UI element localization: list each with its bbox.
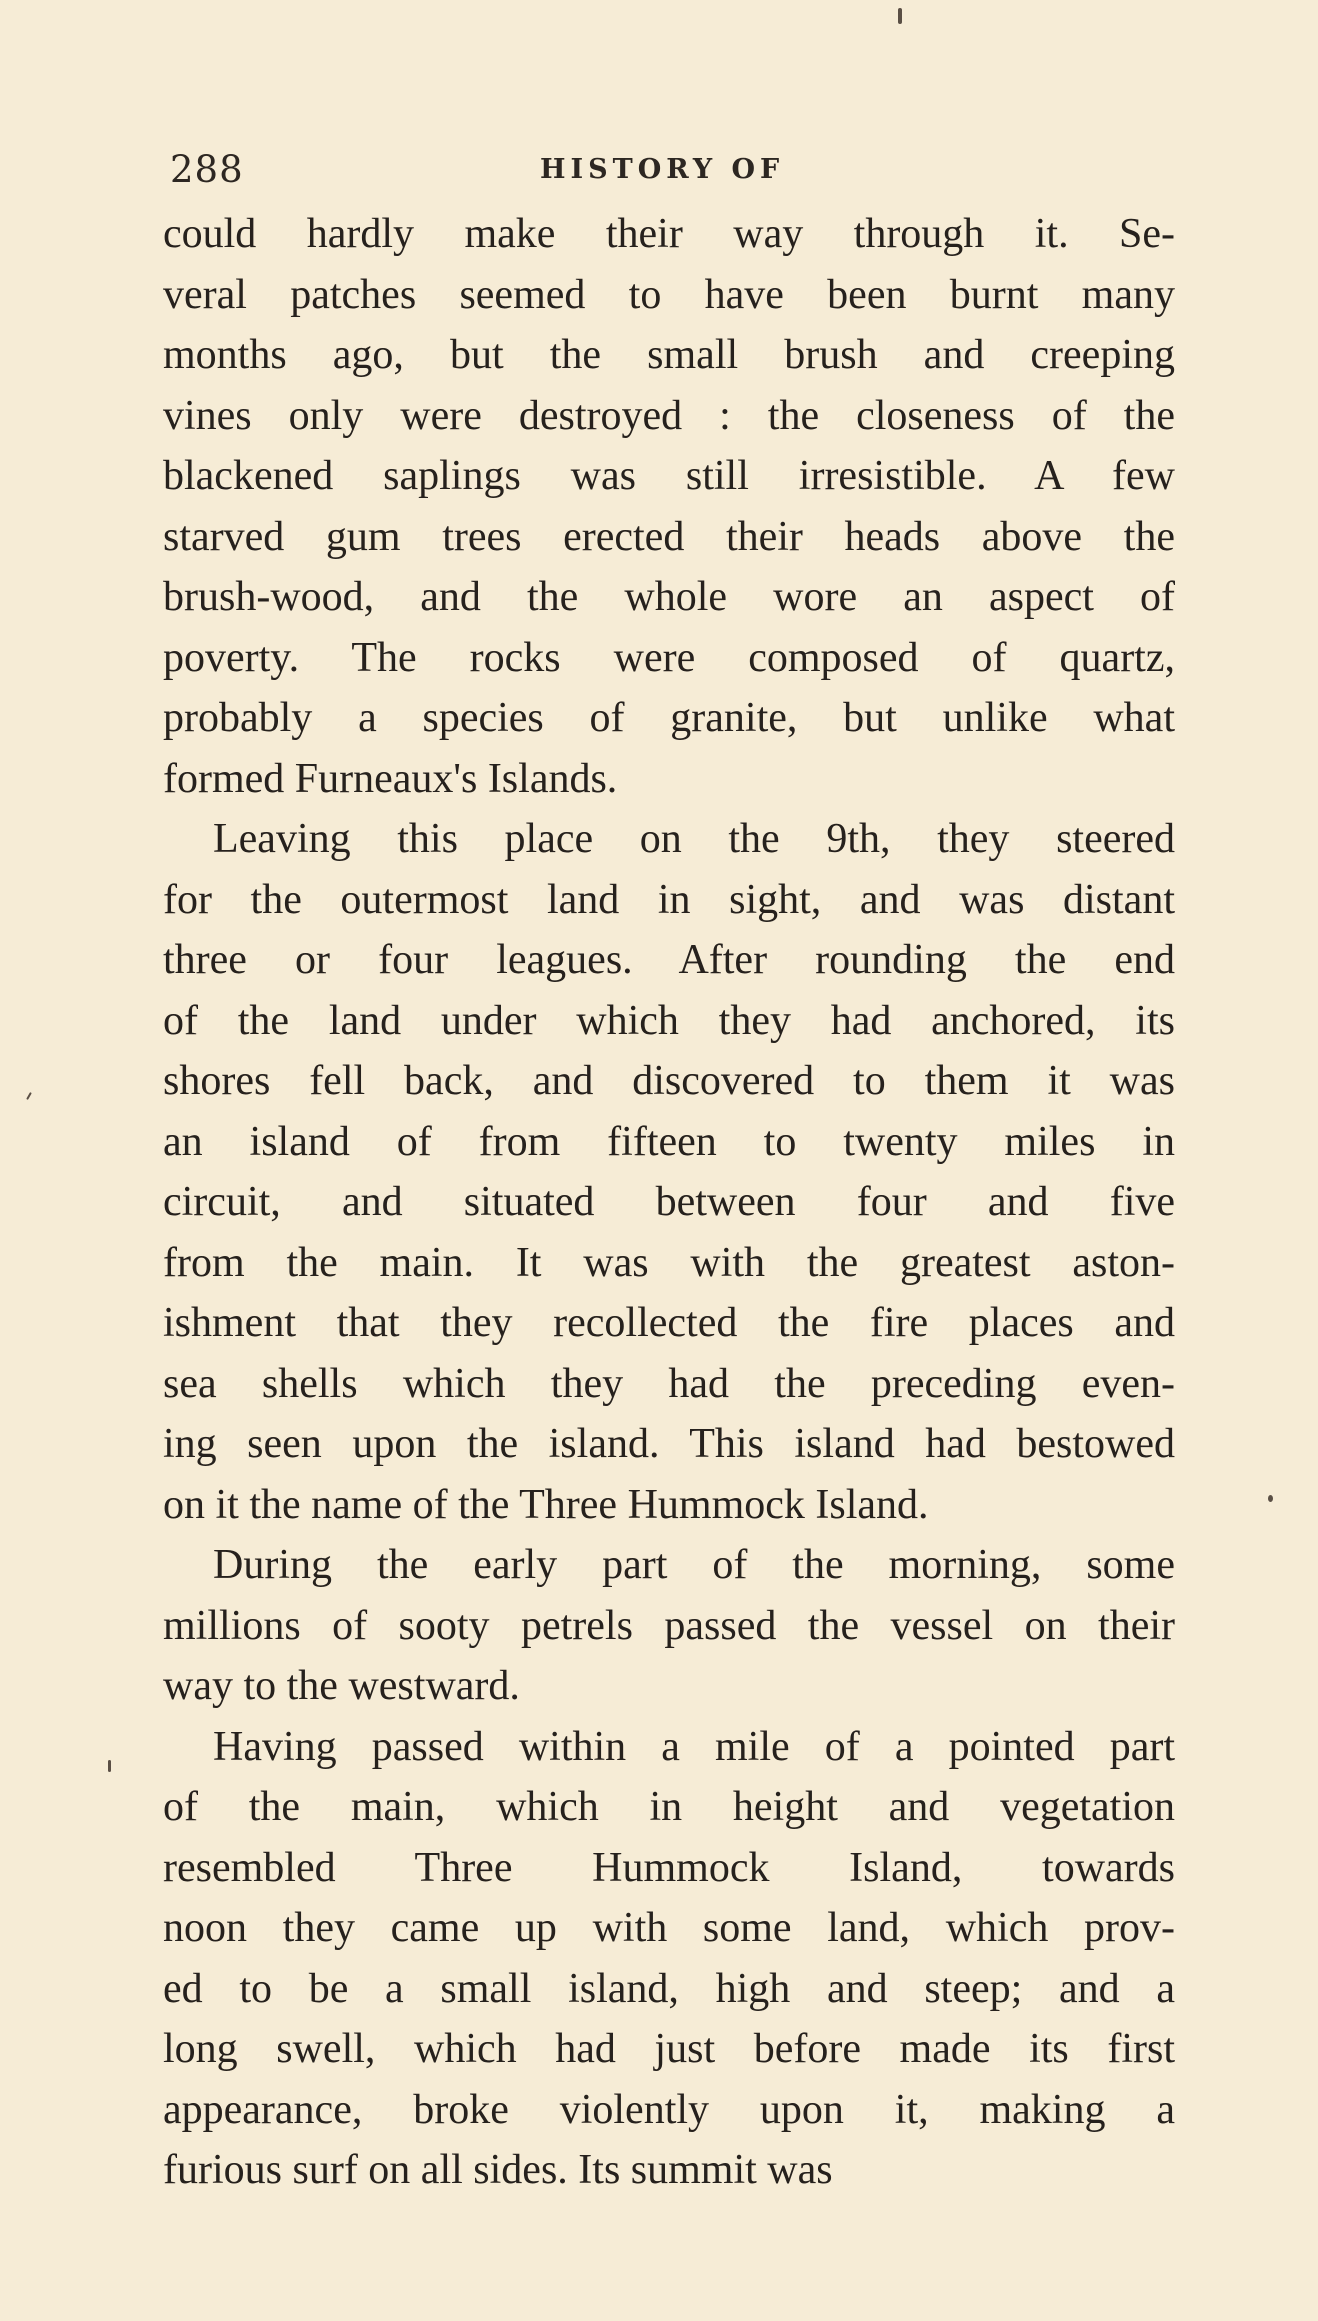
ink-speck: [108, 1760, 111, 1772]
text-line: of the main, which in height and vegetation: [163, 1784, 1175, 1830]
ink-speck: [898, 8, 902, 24]
text-line: months ago, but the small brush and creeping: [163, 332, 1175, 378]
text-line: resembled Three Hummock Island, towards: [163, 1844, 1175, 1891]
paragraph: [163, 809, 1175, 1535]
text-line: for the outermost land in sight, and was distant: [163, 876, 1175, 923]
text-line: formed Furneaux's Islands.: [163, 755, 618, 802]
text-line: Leaving this place on the 9th, they steered: [213, 816, 1175, 862]
text-line: blackened saplings was still irresistible. A few: [163, 453, 1175, 499]
running-title: HISTORY OF: [540, 154, 785, 185]
text-line: ed to be a small island, high and steep; and a: [163, 1965, 1175, 2012]
text-line: furious surf on all sides. Its summit was: [163, 2147, 833, 2193]
text-line: appearance, broke violently upon it, making a: [163, 2086, 1175, 2133]
ink-speck: [26, 1092, 32, 1100]
text-line: sea shells which they had the preceding even-: [163, 1360, 1175, 1407]
text-line: could hardly make their way through it. Se-: [163, 211, 1175, 257]
text-line: brush-wood, and the whole wore an aspect of: [163, 574, 1175, 620]
text-line: probably a species of granite, but unlike what: [163, 695, 1175, 741]
text-line: of the land under which they had anchored, its: [163, 997, 1175, 1044]
page-number: 288: [170, 148, 244, 191]
text-line: During the early part of the morning, some: [213, 1542, 1175, 1588]
text-line: ishment that they recollected the fire places and: [163, 1300, 1175, 1346]
paragraph: [163, 204, 1175, 809]
text-line: three or four leagues. After rounding the end: [163, 937, 1175, 983]
text-line: Having passed within a mile of a pointed part: [213, 1723, 1175, 1770]
text-line: an island of from fifteen to twenty miles in: [163, 1118, 1175, 1165]
text-line: shores fell back, and discovered to them it was: [163, 1058, 1175, 1104]
running-head: [170, 148, 1170, 208]
text-line: from the main. It was with the greatest aston-: [163, 1239, 1175, 1286]
body-text: [163, 204, 1175, 2201]
text-line: circuit, and situated between four and five: [163, 1179, 1175, 1225]
ink-speck: [1268, 1495, 1273, 1502]
text-line: veral patches seemed to have been burnt many: [163, 271, 1175, 318]
text-line: noon they came up with some land, which prov-: [163, 1905, 1175, 1951]
text-line: starved gum trees erected their heads above the: [163, 513, 1175, 560]
text-line: way to the westward.: [163, 1663, 520, 1709]
text-line: millions of sooty petrels passed the vessel on their: [163, 1602, 1175, 1649]
paragraph: [163, 1717, 1175, 2201]
text-line: poverty. The rocks were composed of quartz,: [163, 634, 1175, 681]
paragraph: [163, 1535, 1175, 1717]
text-line: vines only were destroyed : the closeness of the: [163, 392, 1175, 439]
text-line: long swell, which had just before made its first: [163, 2026, 1175, 2072]
text-line: ing seen upon the island. This island had bestowed: [163, 1421, 1175, 1467]
text-line: on it the name of the Three Hummock Island.: [163, 1481, 929, 1528]
